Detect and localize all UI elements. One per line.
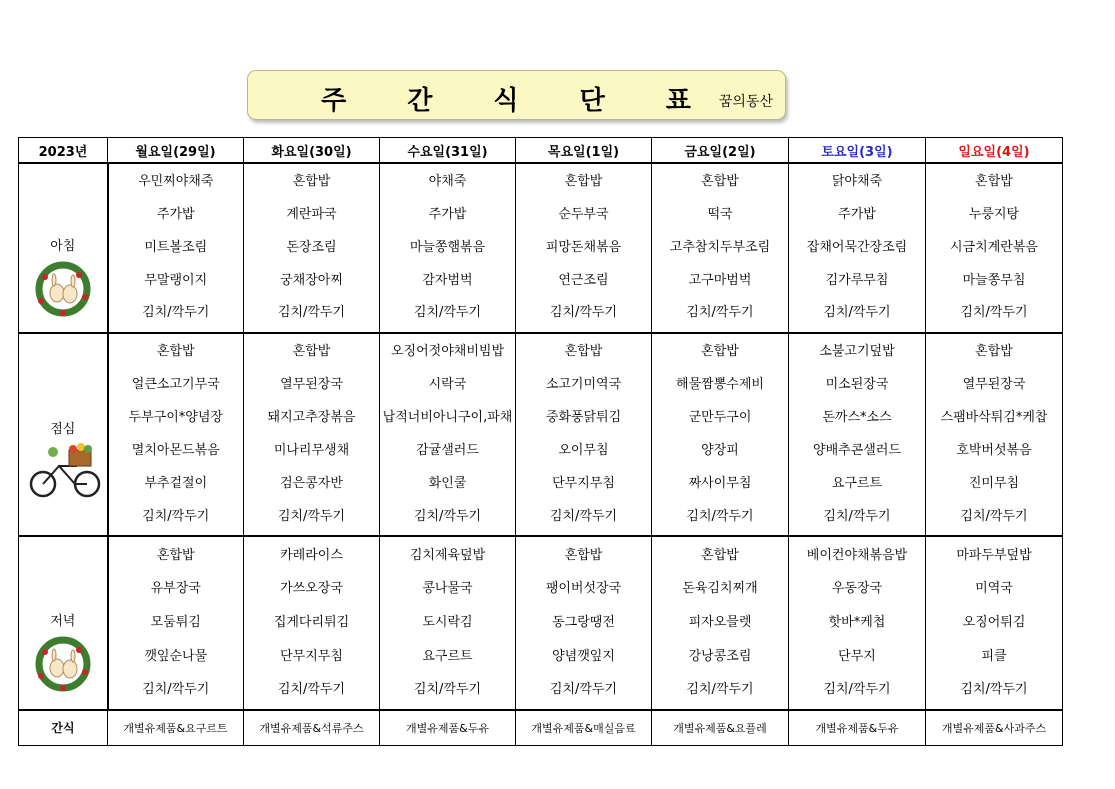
menu-item: 짜사이무침 xyxy=(688,475,752,491)
dinner-row xyxy=(19,536,1063,709)
snack-label: 간식 xyxy=(19,710,108,746)
menu-item: 화인쿨 xyxy=(428,475,467,491)
page-title: 주 간 식 단 표 xyxy=(321,86,717,116)
day-header-wed: 수요일(31일) xyxy=(380,138,516,164)
menu-cell xyxy=(789,333,926,537)
menu-item: 멸치아몬드볶음 xyxy=(131,442,220,458)
menu-item: 양념깻잎지 xyxy=(552,648,615,664)
menu-item: 팽이버섯장국 xyxy=(545,581,622,597)
menu-item: 김치/깍두기 xyxy=(142,305,210,321)
menu-item: 고추참치두부조림 xyxy=(669,239,771,255)
menu-item: 혼합밥 xyxy=(156,547,195,563)
menu-item: 모둠튀김 xyxy=(150,614,201,630)
menu-item: 김치/깍두기 xyxy=(142,682,210,698)
menu-item: 주가밥 xyxy=(156,207,195,223)
menu-item: 혼합밥 xyxy=(701,343,739,359)
menu-item: 계란파국 xyxy=(286,207,337,223)
menu-item: 콩나물국 xyxy=(422,581,473,597)
menu-item: 호박버섯볶음 xyxy=(956,442,1032,458)
menu-cell xyxy=(108,536,244,709)
lunch-row xyxy=(19,333,1063,537)
menu-item: 마늘쫑햄볶음 xyxy=(409,239,486,255)
menu-item: 김치/깍두기 xyxy=(686,508,754,524)
menu-item: 단무지 xyxy=(838,648,876,664)
menu-item: 김치/깍두기 xyxy=(960,682,1028,698)
menu-item: 도시락김 xyxy=(422,614,473,630)
menu-item: 유부장국 xyxy=(150,581,201,597)
menu-item: 오징어튀김 xyxy=(962,614,1026,630)
menu-cell xyxy=(926,163,1063,332)
menu-item: 요구르트 xyxy=(422,648,473,664)
menu-item: 김치/깍두기 xyxy=(960,508,1028,524)
meal-label: 점심 xyxy=(50,422,76,438)
menu-item: 피클 xyxy=(981,648,1007,664)
menu-item: 미소된장국 xyxy=(825,376,889,392)
menu-item: 오징어젓야채비빔밥 xyxy=(390,343,505,359)
menu-item: 김치/깍두기 xyxy=(686,305,754,321)
menu-item: 김가루무침 xyxy=(825,272,889,288)
menu-item: 김치/깍두기 xyxy=(277,682,346,698)
menu-cell xyxy=(244,536,380,709)
menu-item: 두부구이*양념장 xyxy=(128,409,223,425)
menu-item: 시금치계란볶음 xyxy=(950,239,1038,255)
menu-item: 김치제육덮밥 xyxy=(409,547,486,563)
menu-item: 혼합밥 xyxy=(156,343,195,359)
menu-item: 진미무침 xyxy=(968,475,1020,491)
menu-item: 주가밥 xyxy=(838,207,876,223)
menu-item: 김치/깍두기 xyxy=(413,508,482,524)
menu-item: 미역국 xyxy=(975,581,1013,597)
menu-item: 야채죽 xyxy=(428,174,467,190)
meal-label: 저녁 xyxy=(50,613,76,629)
snack-row xyxy=(19,710,1063,746)
menu-item: 마파두부덮밥 xyxy=(956,547,1032,563)
menu-item: 주가밥 xyxy=(428,207,467,223)
menu-item: 양장피 xyxy=(701,442,739,458)
meal-label: 아침 xyxy=(50,238,76,254)
menu-item: 우동장국 xyxy=(831,581,883,597)
menu-item: 혼합밥 xyxy=(701,547,739,563)
snack-cell: 개별유제품&요구르트 xyxy=(108,710,244,746)
menu-item: 혼합밥 xyxy=(564,343,603,359)
menu-cell xyxy=(789,536,926,709)
menu-cell xyxy=(516,163,652,332)
menu-item: 미트볼조림 xyxy=(144,239,208,255)
menu-item: 김치/깍두기 xyxy=(686,682,754,698)
menu-item: 소고기미역국 xyxy=(545,376,622,392)
menu-item: 피자오믈렛 xyxy=(688,614,752,630)
menu-item: 양배추콘샐러드 xyxy=(813,442,901,458)
menu-item: 가쓰오장국 xyxy=(280,581,343,597)
menu-item: 요구르트 xyxy=(831,475,883,491)
snack-cell: 개별유제품&두유 xyxy=(789,710,926,746)
menu-item: 잡채어묵간장조림 xyxy=(806,239,908,255)
flower-wreath-rabbits-icon xyxy=(27,257,99,321)
menu-cell xyxy=(926,536,1063,709)
breakfast-row xyxy=(19,163,1063,332)
menu-item: 해물짬뽕수제비 xyxy=(676,376,764,392)
menu-item: 김치/깍두기 xyxy=(823,682,891,698)
menu-item: 김치/깍두기 xyxy=(277,508,346,524)
snack-cell: 개별유제품&사과주스 xyxy=(926,710,1063,746)
menu-item: 누룽지탕 xyxy=(968,207,1020,223)
menu-item: 부추겉절이 xyxy=(144,475,208,491)
menu-item: 피망돈채볶음 xyxy=(545,239,622,255)
menu-item: 닭야채죽 xyxy=(831,174,883,190)
meal-label-cell xyxy=(19,333,108,537)
menu-item: 고구마범벅 xyxy=(688,272,752,288)
menu-item: 돼지고추장볶음 xyxy=(267,409,356,425)
menu-item: 열무된장국 xyxy=(280,376,343,392)
menu-item: 군만두구이 xyxy=(688,409,752,425)
menu-item: 단무지무침 xyxy=(552,475,615,491)
snack-cell: 개별유제품&매실음료 xyxy=(516,710,652,746)
menu-cell xyxy=(108,333,244,537)
bicycle-flower-cart-icon xyxy=(27,440,99,504)
day-header-thu: 목요일(1일) xyxy=(516,138,652,164)
menu-item: 미나리무생채 xyxy=(273,442,350,458)
menu-item: 혼합밥 xyxy=(701,174,739,190)
menu-item: 돈장조림 xyxy=(286,239,337,255)
day-header-sun: 일요일(4일) xyxy=(926,138,1063,164)
menu-cell xyxy=(380,536,516,709)
menu-item: 우민찌야채죽 xyxy=(138,174,214,190)
weekly-menu-table xyxy=(18,137,1063,746)
menu-item: 열무된장국 xyxy=(962,376,1026,392)
menu-item: 핫바*케첩 xyxy=(828,614,886,630)
menu-item: 김치/깍두기 xyxy=(823,305,891,321)
menu-item: 김치/깍두기 xyxy=(823,508,891,524)
menu-item: 소불고기덮밥 xyxy=(819,343,895,359)
menu-item: 베이컨야채볶음밥 xyxy=(806,547,908,563)
menu-cell xyxy=(926,333,1063,537)
menu-item: 김치/깍두기 xyxy=(549,508,618,524)
menu-item: 오이무침 xyxy=(558,442,609,458)
menu-cell xyxy=(244,333,380,537)
day-header-mon: 월요일(29일) xyxy=(108,138,244,164)
menu-item: 혼합밥 xyxy=(292,174,331,190)
menu-item: 납적너비아니구이,파채 xyxy=(382,409,513,425)
snack-cell: 개별유제품&두유 xyxy=(380,710,516,746)
menu-item: 중화풍닭튀김 xyxy=(545,409,622,425)
menu-item: 깻잎순나물 xyxy=(144,648,208,664)
menu-item: 김치/깍두기 xyxy=(549,305,618,321)
snack-cell: 개별유제품&석류주스 xyxy=(244,710,380,746)
menu-item: 카레라이스 xyxy=(280,547,343,563)
day-header-tue: 화요일(30일) xyxy=(244,138,380,164)
menu-item: 단무지무침 xyxy=(280,648,343,664)
menu-item: 연근조림 xyxy=(558,272,609,288)
menu-item: 강낭콩조림 xyxy=(688,648,752,664)
day-header-fri: 금요일(2일) xyxy=(652,138,789,164)
menu-item: 김치/깍두기 xyxy=(960,305,1028,321)
menu-cell xyxy=(380,333,516,537)
meal-label-cell xyxy=(19,536,108,709)
menu-item: 감귤샐러드 xyxy=(416,442,479,458)
title-banner xyxy=(247,70,786,120)
menu-item: 무말랭이지 xyxy=(144,272,208,288)
menu-item: 동그랑땡전 xyxy=(552,614,615,630)
menu-item: 떡국 xyxy=(707,207,733,223)
menu-cell xyxy=(108,163,244,332)
menu-item: 혼합밥 xyxy=(564,174,603,190)
menu-item: 스팸바삭튀김*케찹 xyxy=(940,409,1048,425)
menu-item: 김치/깍두기 xyxy=(277,305,346,321)
menu-item: 돈육김치찌개 xyxy=(682,581,758,597)
menu-cell xyxy=(244,163,380,332)
menu-item: 혼합밥 xyxy=(975,343,1013,359)
menu-item: 시락국 xyxy=(428,376,467,392)
year-header: 2023년 xyxy=(19,138,108,164)
flower-wreath-rabbits-icon xyxy=(27,632,99,696)
page-subtitle: 꿈의동산 xyxy=(718,94,773,110)
menu-item: 김치/깍두기 xyxy=(549,682,618,698)
menu-item: 집게다리튀김 xyxy=(273,614,350,630)
menu-item: 감자범벅 xyxy=(422,272,473,288)
menu-cell xyxy=(652,536,789,709)
menu-item: 혼합밥 xyxy=(292,343,331,359)
menu-cell xyxy=(380,163,516,332)
day-header-sat: 토요일(3일) xyxy=(789,138,926,164)
menu-cell xyxy=(789,163,926,332)
menu-item: 마늘쫑무침 xyxy=(962,272,1026,288)
menu-item: 혼합밥 xyxy=(975,174,1013,190)
menu-item: 돈까스*소스 xyxy=(822,409,892,425)
menu-cell xyxy=(652,333,789,537)
snack-cell: 개별유제품&요플레 xyxy=(652,710,789,746)
menu-item: 궁채장아찌 xyxy=(280,272,343,288)
menu-item: 김치/깍두기 xyxy=(413,305,482,321)
menu-item: 순두부국 xyxy=(558,207,609,223)
header-row xyxy=(19,138,1063,164)
menu-item: 김치/깍두기 xyxy=(142,508,210,524)
menu-item: 김치/깍두기 xyxy=(413,682,482,698)
meal-label-cell xyxy=(19,163,108,332)
menu-item: 검은콩자반 xyxy=(280,475,343,491)
menu-item: 얼큰소고기무국 xyxy=(131,376,220,392)
menu-item: 혼합밥 xyxy=(564,547,603,563)
menu-cell xyxy=(516,333,652,537)
menu-cell xyxy=(516,536,652,709)
menu-cell xyxy=(652,163,789,332)
